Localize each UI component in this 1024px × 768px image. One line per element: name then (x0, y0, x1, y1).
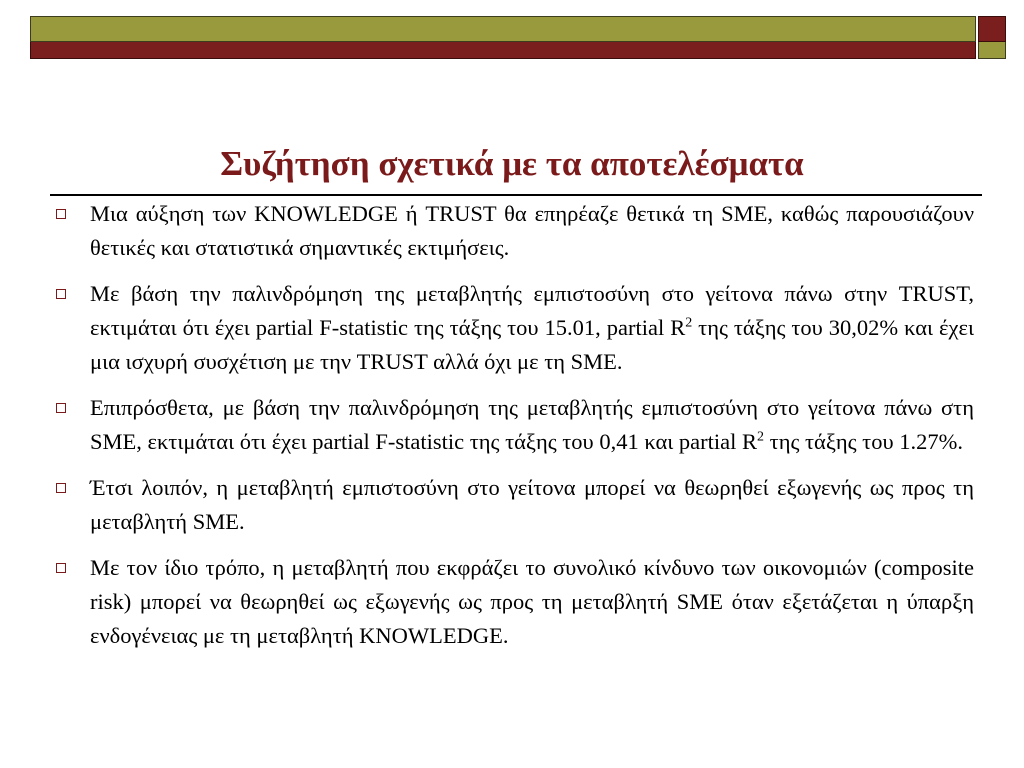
bullet-list (50, 197, 974, 665)
hollow-square-bullet-icon (56, 403, 66, 413)
hollow-square-bullet-icon (56, 563, 66, 573)
bullet-text: Έτσι λοιπόν, η μεταβλητή εμπιστοσύνη στο γείτονα μπορεί να θεωρηθεί εξωγενής ως προς τη μεταβλητή SME. (90, 475, 974, 534)
bullet-text (90, 281, 974, 374)
bullet-text-part: της τάξης του 1.27%. (764, 429, 963, 454)
bullet-item (50, 391, 974, 459)
header-maroon-square (978, 16, 1006, 42)
bullet-item (50, 197, 974, 265)
slide-title: Συζήτηση σχετικά με τα αποτελέσματα (220, 144, 804, 183)
header-olive-stripe (30, 16, 976, 42)
bullet-item (50, 551, 974, 653)
header-olive-square (978, 42, 1006, 59)
bullet-text-part: της τάξης του 30,02% και έχει μια ισχυρή συσχέτιση με την TRUST αλλά όχι με τη SME. (90, 315, 974, 374)
decorative-header-bar (30, 16, 1006, 59)
title-divider (50, 194, 982, 196)
hollow-square-bullet-icon (56, 289, 66, 299)
bullet-text: Μια αύξηση των KNOWLEDGE ή TRUST θα επηρέαζε θετικά τη SME, καθώς παρουσιάζουν θετικές και στατιστικά σημαντικές εκτιμήσεις. (90, 201, 974, 260)
hollow-square-bullet-icon (56, 209, 66, 219)
bullet-text: Με τον ίδιο τρόπο, η μεταβλητή που εκφράζει το συνολικό κίνδυνο των οικονομιών (composite risk) μπορεί να θεωρηθεί ως εξωγενής ως προς τη μεταβλητή SME όταν εξετάζεται η ύπαρξη ενδογένειας με τη μεταβλητή KNOWLEDGE. (90, 555, 974, 648)
header-maroon-stripe (30, 42, 976, 59)
superscript: 2 (757, 429, 765, 445)
bullet-text-part: Με βάση την παλινδρόμηση της μεταβλητής εμπιστοσύνη στο γείτονα πάνω στην TRUST, εκτιμάται ότι έχει partial F-statistic της τάξης του 15.01, partial R (90, 281, 974, 340)
bullet-text-part: Επιπρόσθετα, με βάση την παλινδρόμηση της μεταβλητής εμπιστοσύνη στο γείτονα πάνω στη SME, εκτιμάται ότι έχει partial F-statistic της τάξης του 0,41 και partial R (90, 395, 974, 454)
bullet-item (50, 471, 974, 539)
hollow-square-bullet-icon (56, 483, 66, 493)
superscript: 2 (685, 315, 693, 331)
bullet-text (90, 395, 974, 454)
bullet-item (50, 277, 974, 379)
